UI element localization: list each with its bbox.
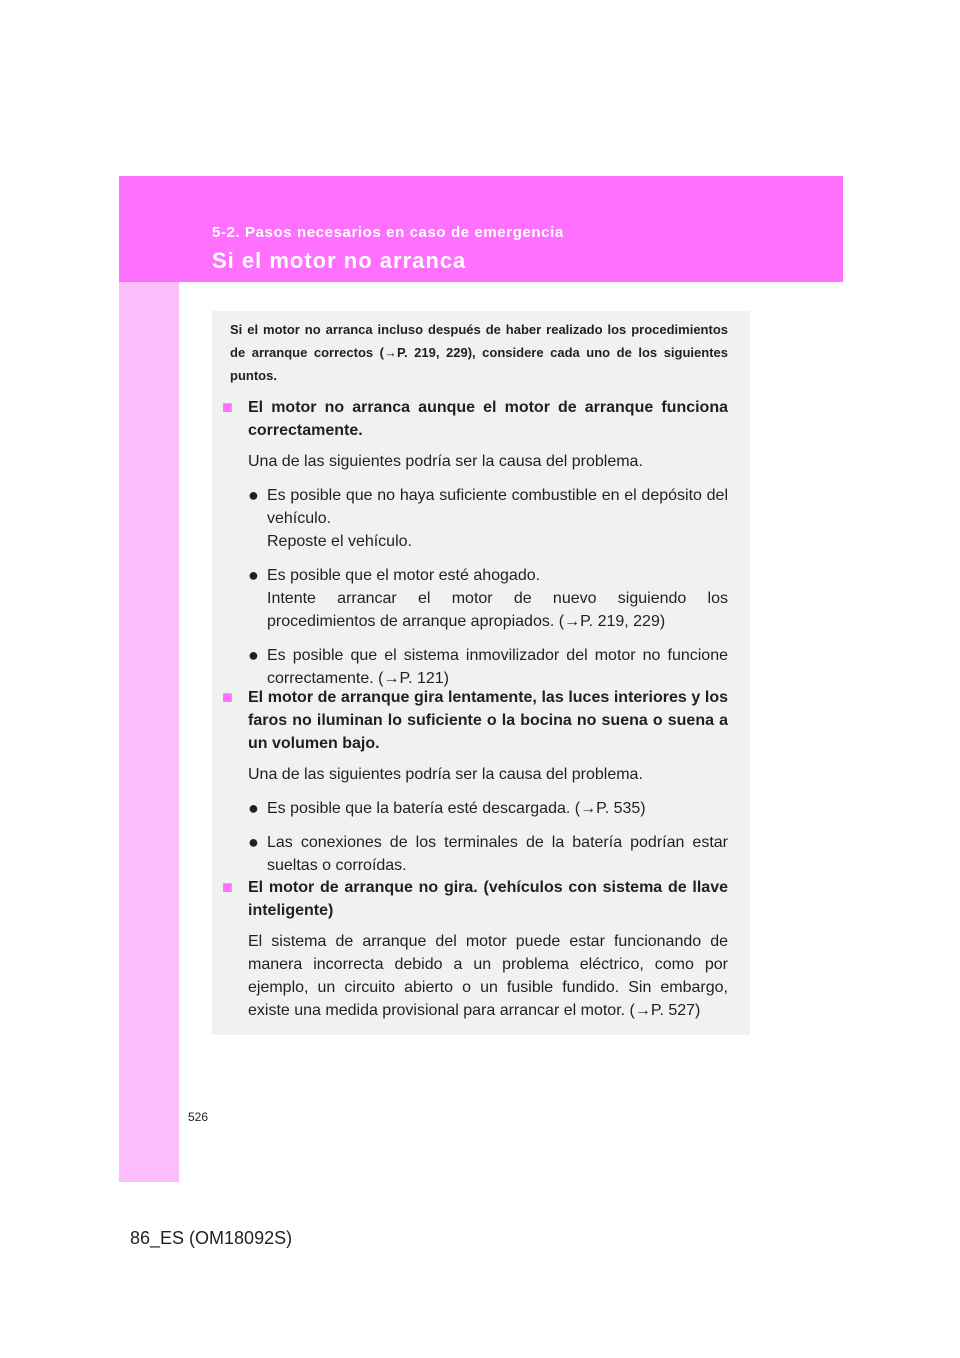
bullet-text: Es posible que el motor esté ahogado. (267, 567, 541, 584)
section-header (119, 176, 843, 282)
round-bullet-icon: ● (248, 645, 259, 665)
section-starter-no-turn (222, 876, 728, 1022)
page-number: 526 (188, 1110, 209, 1124)
intro-text: Si el motor no arranca incluso después de haber realizado los procedimientos de arranque correctos (→P. 219, 229), considere cada uno de los siguientes puntos. (230, 322, 728, 383)
bullet-subtext: Reposte el vehículo. (267, 533, 412, 550)
document-code: 86_ES (OM18092S) (130, 1228, 293, 1248)
section-label: 5-2. Pasos necesarios en caso de emergencia (212, 224, 564, 241)
section-text: Una de las siguientes podría ser la causa del problema. (248, 766, 643, 783)
square-bullet-icon: ■ (222, 687, 233, 707)
bullet-text: Las conexiones de los terminales de la batería podrían estar sueltas o corroídas. (267, 834, 728, 874)
section-starter-slow (222, 686, 728, 877)
section-heading: El motor de arranque gira lentamente, las luces interiores y los faros no iluminan lo suficiente o la bocina no suena o suena a un volumen bajo. (248, 689, 728, 752)
bullet-subtext: Intente arrancar el motor de nuevo siguiendo los (267, 590, 728, 607)
square-bullet-icon: ■ (222, 877, 233, 897)
bullet-subtext: procedimientos de arranque apropiados. (→P. 219, 229) (267, 613, 666, 630)
list-item (248, 484, 728, 553)
list-item (248, 831, 728, 877)
bullet-text: Es posible que no haya suficiente combustible en el depósito del vehículo. (267, 487, 728, 527)
bullet-text: Es posible que el sistema inmovilizador del motor no funcione correctamente. (→P. 121) (267, 647, 728, 687)
section-text: El sistema de arranque del motor puede estar funcionando de manera incorrecta debido a un problema eléctrico, como por ejemplo, un circuito abierto o un fusible fundido. Sin embargo, existe una medida provisional para arrancar el motor. (→P. 527) (248, 933, 728, 1019)
round-bullet-icon: ● (248, 832, 259, 852)
section-engine-no-start (222, 396, 728, 690)
side-tab-strip (119, 176, 179, 1182)
section-heading: El motor de arranque no gira. (vehículos con sistema de llave inteligente) (248, 879, 728, 919)
round-bullet-icon: ● (248, 565, 259, 585)
list-item (248, 644, 728, 690)
list-item (248, 797, 728, 820)
bullet-text: Es posible que la batería esté descargada. (→P. 535) (267, 800, 646, 817)
section-heading: El motor no arranca aunque el motor de arranque funciona correctamente. (248, 399, 728, 439)
page-title: Si el motor no arranca (212, 248, 467, 273)
info-panel (212, 311, 750, 1035)
list-item (248, 564, 728, 633)
square-bullet-icon: ■ (222, 397, 233, 417)
section-text: Una de las siguientes podría ser la causa del problema. (248, 453, 643, 470)
round-bullet-icon: ● (248, 798, 259, 818)
round-bullet-icon: ● (248, 485, 259, 505)
